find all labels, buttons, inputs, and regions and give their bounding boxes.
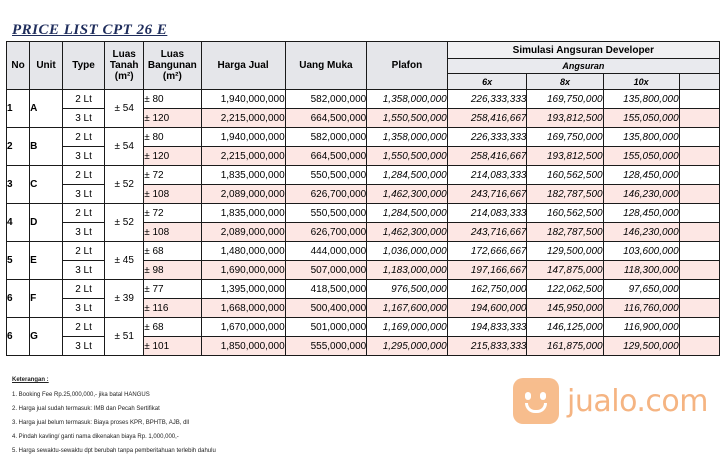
note-item: 4. Pindah kavling/ ganti nama dikenakan biaya Rp. 1,000,000,-: [12, 434, 179, 440]
cell-harga-jual: 1,690,000,000: [201, 261, 285, 280]
cell-uang-muka: 444,000,000: [285, 242, 367, 261]
cell-angsuran-6x: 214,083,333: [447, 204, 527, 223]
cell-angsuran-10x: 116,760,000: [603, 299, 679, 318]
cell-angsuran-8x: 160,562,500: [527, 204, 603, 223]
cell-luas-tanah: ± 54: [105, 90, 144, 128]
cell-luas-bangunan: ± 68: [144, 318, 201, 337]
cell-angsuran-10x: 135,800,000: [603, 128, 679, 147]
cell-harga-jual: 1,835,000,000: [201, 166, 285, 185]
cell-plafon: 1,550,500,000: [367, 147, 447, 166]
cell-unit: F: [30, 280, 63, 318]
cell-luas-tanah: ± 52: [105, 166, 144, 204]
cell-harga-jual: 1,395,000,000: [201, 280, 285, 299]
cell-luas-bangunan: ± 72: [144, 204, 201, 223]
cell-type: 2 Lt: [62, 318, 104, 337]
header-plafon: Plafon: [367, 42, 447, 90]
price-list-title: PRICE LIST CPT 26 E: [12, 22, 168, 38]
cell-angsuran-10x: 103,600,000: [603, 242, 679, 261]
cell-uang-muka: 626,700,000: [285, 223, 367, 242]
cell-uang-muka: 664,500,000: [285, 109, 367, 128]
cell-angsuran-8x: 182,787,500: [527, 223, 603, 242]
cell-angsuran-8x: 193,812,500: [527, 147, 603, 166]
cell-angsuran-8x: 145,950,000: [527, 299, 603, 318]
cell-angsuran-6x: 243,716,667: [447, 223, 527, 242]
cell-unit: G: [30, 318, 63, 356]
cell-unit: B: [30, 128, 63, 166]
cell-luas-tanah: ± 54: [105, 128, 144, 166]
cell-unit: D: [30, 204, 63, 242]
cell-next-col: [679, 261, 719, 280]
cell-luas-bangunan: ± 120: [144, 147, 201, 166]
cell-angsuran-10x: 135,800,000: [603, 90, 679, 109]
header-no: No: [7, 42, 30, 90]
cell-type: 2 Lt: [62, 128, 104, 147]
header-unit: Unit: [30, 42, 63, 90]
cell-type: 3 Lt: [62, 261, 104, 280]
header-6x: 6x: [447, 74, 527, 90]
table-row: [7, 242, 720, 261]
notes-title: Keterangan :: [12, 377, 49, 383]
cell-uang-muka: 582,000,000: [285, 90, 367, 109]
cell-angsuran-10x: 128,450,000: [603, 166, 679, 185]
cell-luas-bangunan: ± 72: [144, 166, 201, 185]
cell-next-col: [679, 147, 719, 166]
table-row: [7, 90, 720, 109]
cell-harga-jual: 1,940,000,000: [201, 90, 285, 109]
cell-angsuran-10x: 155,050,000: [603, 147, 679, 166]
cell-type: 3 Lt: [62, 223, 104, 242]
cell-luas-bangunan: ± 68: [144, 242, 201, 261]
table-row: [7, 204, 720, 223]
cell-luas-bangunan: ± 108: [144, 223, 201, 242]
cell-plafon: 1,183,000,000: [367, 261, 447, 280]
cell-angsuran-8x: 122,062,500: [527, 280, 603, 299]
cell-angsuran-6x: 214,083,333: [447, 166, 527, 185]
cell-angsuran-6x: 194,833,333: [447, 318, 527, 337]
header-luas-tanah: Luas Tanah (m²): [105, 42, 144, 90]
cell-angsuran-6x: 215,833,333: [447, 337, 527, 356]
cell-angsuran-8x: 161,875,000: [527, 337, 603, 356]
cell-plafon: 976,500,000: [367, 280, 447, 299]
cell-uang-muka: 550,500,000: [285, 166, 367, 185]
cell-type: 3 Lt: [62, 337, 104, 356]
jualo-smile-logo-icon: [513, 378, 559, 424]
cell-no: 4: [7, 204, 30, 242]
cell-luas-bangunan: ± 80: [144, 128, 201, 147]
cell-uang-muka: 582,000,000: [285, 128, 367, 147]
cell-uang-muka: 555,000,000: [285, 337, 367, 356]
header-simulasi: Simulasi Angsuran Developer: [447, 42, 719, 59]
cell-uang-muka: 664,500,000: [285, 147, 367, 166]
cell-type: 3 Lt: [62, 109, 104, 128]
cell-angsuran-8x: 160,562,500: [527, 166, 603, 185]
cell-plafon: 1,462,300,000: [367, 223, 447, 242]
cell-angsuran-8x: 169,750,000: [527, 90, 603, 109]
cell-next-col: [679, 109, 719, 128]
cell-plafon: 1,036,000,000: [367, 242, 447, 261]
cell-plafon: 1,284,500,000: [367, 204, 447, 223]
cell-harga-jual: 1,668,000,000: [201, 299, 285, 318]
cell-next-col: [679, 185, 719, 204]
cell-angsuran-6x: 243,716,667: [447, 185, 527, 204]
table-row: [7, 280, 720, 299]
cell-plafon: 1,358,000,000: [367, 90, 447, 109]
cell-angsuran-6x: 226,333,333: [447, 128, 527, 147]
cell-luas-bangunan: ± 101: [144, 337, 201, 356]
cell-angsuran-10x: 146,230,000: [603, 223, 679, 242]
cell-angsuran-6x: 197,166,667: [447, 261, 527, 280]
cell-type: 2 Lt: [62, 242, 104, 261]
cell-harga-jual: 2,089,000,000: [201, 223, 285, 242]
cell-no: 3: [7, 166, 30, 204]
header-type: Type: [62, 42, 104, 90]
cell-angsuran-8x: 129,500,000: [527, 242, 603, 261]
cell-plafon: 1,167,600,000: [367, 299, 447, 318]
cell-luas-tanah: ± 45: [105, 242, 144, 280]
cell-plafon: 1,358,000,000: [367, 128, 447, 147]
cell-next-col: [679, 90, 719, 109]
cell-next-col: [679, 242, 719, 261]
cell-angsuran-10x: 146,230,000: [603, 185, 679, 204]
cell-angsuran-8x: 193,812,500: [527, 109, 603, 128]
cell-next-col: [679, 204, 719, 223]
cell-no: 5: [7, 242, 30, 280]
cell-angsuran-6x: 172,666,667: [447, 242, 527, 261]
note-item: 2. Harga jual sudah termasuk: IMB dan Pecah Sertifikat: [12, 406, 160, 412]
header-10x: 10x: [603, 74, 679, 90]
watermark-text: jualo.com: [567, 383, 709, 419]
cell-luas-bangunan: ± 120: [144, 109, 201, 128]
cell-unit: E: [30, 242, 63, 280]
cell-luas-bangunan: ± 116: [144, 299, 201, 318]
cell-type: 3 Lt: [62, 185, 104, 204]
cell-luas-bangunan: ± 80: [144, 90, 201, 109]
table-row: [7, 166, 720, 185]
cell-no: 2: [7, 128, 30, 166]
cell-angsuran-8x: 182,787,500: [527, 185, 603, 204]
cell-angsuran-6x: 258,416,667: [447, 109, 527, 128]
cell-type: 2 Lt: [62, 166, 104, 185]
cell-uang-muka: 500,400,000: [285, 299, 367, 318]
cell-plafon: 1,295,000,000: [367, 337, 447, 356]
header-luas-bangunan: Luas Bangunan (m²): [144, 42, 201, 90]
header-harga-jual: Harga Jual: [201, 42, 285, 90]
price-table: [6, 41, 720, 356]
cell-type: 3 Lt: [62, 147, 104, 166]
cell-angsuran-6x: 226,333,333: [447, 90, 527, 109]
cell-uang-muka: 550,500,000: [285, 204, 367, 223]
cell-luas-tanah: ± 39: [105, 280, 144, 318]
cell-angsuran-6x: 258,416,667: [447, 147, 527, 166]
cell-next-col: [679, 166, 719, 185]
cell-harga-jual: 1,940,000,000: [201, 128, 285, 147]
cell-luas-bangunan: ± 98: [144, 261, 201, 280]
cell-harga-jual: 1,480,000,000: [201, 242, 285, 261]
cell-angsuran-10x: 129,500,000: [603, 337, 679, 356]
cell-harga-jual: 2,215,000,000: [201, 147, 285, 166]
cell-luas-tanah: ± 52: [105, 204, 144, 242]
cell-unit: C: [30, 166, 63, 204]
cell-type: 2 Lt: [62, 204, 104, 223]
cell-plafon: 1,462,300,000: [367, 185, 447, 204]
cell-no: 6: [7, 280, 30, 318]
cell-uang-muka: 418,500,000: [285, 280, 367, 299]
cell-harga-jual: 1,670,000,000: [201, 318, 285, 337]
cell-angsuran-6x: 162,750,000: [447, 280, 527, 299]
cell-angsuran-10x: 116,900,000: [603, 318, 679, 337]
cell-angsuran-10x: 97,650,000: [603, 280, 679, 299]
header-8x: 8x: [527, 74, 603, 90]
cell-next-col: [679, 299, 719, 318]
cell-type: 2 Lt: [62, 90, 104, 109]
header-angsuran: Angsuran: [447, 59, 719, 74]
cell-next-col: [679, 318, 719, 337]
cell-angsuran-10x: 118,300,000: [603, 261, 679, 280]
header-uang-muka: Uang Muka: [285, 42, 367, 90]
note-item: 5. Harga sewaktu-sewaktu dpt berubah tanpa pemberitahuan terlebih dahulu: [12, 448, 216, 454]
cell-unit: A: [30, 90, 63, 128]
cell-no: 6: [7, 318, 30, 356]
cell-plafon: 1,169,000,000: [367, 318, 447, 337]
cell-harga-jual: 2,215,000,000: [201, 109, 285, 128]
cell-luas-bangunan: ± 108: [144, 185, 201, 204]
cell-plafon: 1,284,500,000: [367, 166, 447, 185]
cell-next-col: [679, 223, 719, 242]
cell-angsuran-8x: 169,750,000: [527, 128, 603, 147]
jualo-watermark: [513, 378, 708, 424]
cell-next-col: [679, 128, 719, 147]
note-item: 1. Booking Fee Rp.25,000,000,- jika batal HANGUS: [12, 392, 150, 398]
cell-angsuran-6x: 194,600,000: [447, 299, 527, 318]
cell-angsuran-8x: 146,125,000: [527, 318, 603, 337]
cell-harga-jual: 1,835,000,000: [201, 204, 285, 223]
cell-type: 2 Lt: [62, 280, 104, 299]
cell-harga-jual: 2,089,000,000: [201, 185, 285, 204]
cell-plafon: 1,550,500,000: [367, 109, 447, 128]
cell-uang-muka: 501,000,000: [285, 318, 367, 337]
cell-angsuran-10x: 155,050,000: [603, 109, 679, 128]
cell-next-col: [679, 280, 719, 299]
notes-section: [12, 377, 216, 462]
cell-angsuran-10x: 128,450,000: [603, 204, 679, 223]
cell-uang-muka: 507,000,000: [285, 261, 367, 280]
cell-no: 1: [7, 90, 30, 128]
cell-luas-bangunan: ± 77: [144, 280, 201, 299]
header-next-col: [679, 74, 719, 90]
note-item: 3. Harga jual belum termasuk: Biaya proses KPR, BPHTB, AJB, dll: [12, 420, 190, 426]
cell-angsuran-8x: 147,875,000: [527, 261, 603, 280]
cell-next-col: [679, 337, 719, 356]
cell-uang-muka: 626,700,000: [285, 185, 367, 204]
table-row: [7, 128, 720, 147]
cell-harga-jual: 1,850,000,000: [201, 337, 285, 356]
cell-type: 3 Lt: [62, 299, 104, 318]
cell-luas-tanah: ± 51: [105, 318, 144, 356]
table-row: [7, 318, 720, 337]
